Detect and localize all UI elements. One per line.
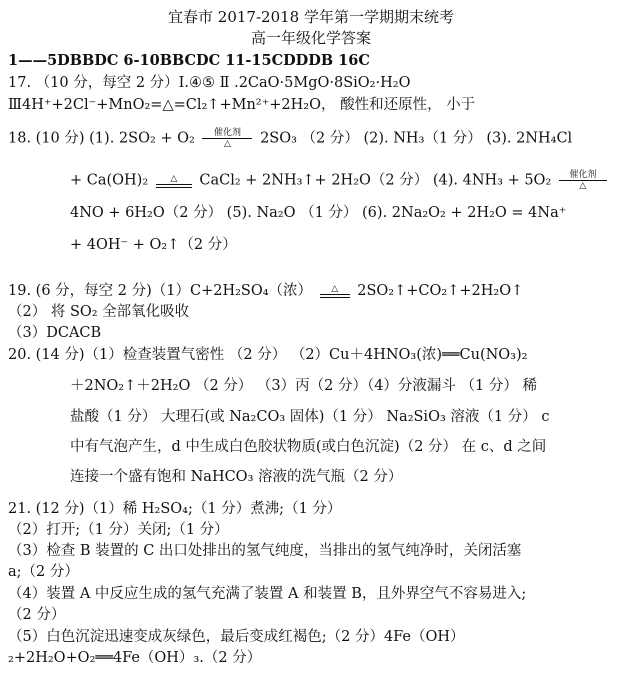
q18-line-1-part-a: 18. (10 分) (1). 2SO₂ + O₂ [8,130,195,147]
q19-line-1-part-a: 19. (6 分，每空 2 分)（1）C+2H₂SO₄（浓） [8,283,313,299]
q20-line-2: ＋2NO₂↑＋2H₂O （2 分） （3）丙（2 分）（4）分液漏斗 （1 分） 稀 [70,378,537,394]
q18-line-2-part-b: CaCl₂ + 2NH₃↑+ 2H₂O（2 分） (4). 4NH₃ + 5O₂ [199,172,552,189]
q17-line-1: 17. （10 分，每空 2 分）Ⅰ.④⑤ Ⅱ .2CaO·5MgO·8SiO₂·H₂O [8,75,411,91]
q19-line-2: （2） 将 SO₂ 全部氧化吸收 [8,304,190,320]
q21-line-2: （2）打开;（1 分）关闭;（1 分） [8,522,229,538]
q21-line-4: a;（2 分） [8,564,79,580]
q18-line-1 [8,128,572,149]
q18-line-4: + 4OH⁻ + O₂↑（2 分） [70,237,237,253]
q21-line-7: （5）白色沉淀迅速变成灰绿色，最后变成红褐色;（2 分）4Fe（OH） [8,629,465,645]
q21-line-5: （4）装置 A 中反应生成的氢气充满了装置 A 和装置 B，且外界空气不容易进入; [8,586,527,602]
catalyst-arrow-2 [559,170,607,191]
q21-line-8: ₂+2H₂O+O₂══4Fe（OH）₃.（2 分） [8,650,262,666]
q18-line-2 [70,170,610,191]
q18-line-1-part-b: 2SO₃ （2 分） (2). NH₃（1 分） (3). 2NH₄Cl [260,130,573,147]
heat-equals-2 [320,284,350,298]
heat-label-3: △ [579,181,587,191]
multiple-choice-answers: 1——5DBBDC 6-10BBCDC 11-15CDDDB 16C [8,52,370,69]
q19-line-1 [8,282,523,300]
q20-line-4: 中有气泡产生，d 中生成白色胶状物质(或白色沉淀)（2 分） 在 c、d 之间 [70,439,547,455]
q21-line-3: （3）检查 B 装置的 C 出口处排出的氢气纯度，当排出的氢气纯净时，关闭活塞 [8,543,522,559]
q17-line-2: Ⅲ4H⁺+2Cl⁻+MnO₂=△=Cl₂↑+Mn²⁺+2H₂O， 酸性和还原性， 小于 [8,97,476,113]
q21-line-1: 21. (12 分)（1）稀 H₂SO₄;（1 分）煮沸;（1 分） [8,501,342,517]
heat-equals [156,174,192,188]
heat-label-4: △ [331,284,339,294]
catalyst-label-2: 催化剂 [569,170,597,180]
q20-line-5: 连接一个盛有饱和 NaHCO₃ 溶液的洗气瓶（2 分） [70,469,403,485]
q18-line-3: 4NO + 6H₂O（2 分） (5). Na₂O （1 分） (6). 2Na₂O₂ + 2H₂O = 4Na⁺ [70,205,567,221]
page-title: 宜春市 2017-2018 学年第一学期期末统考 [168,8,454,26]
catalyst-label: 催化剂 [213,128,241,138]
q20-line-1: 20. (14 分)（1）检查装置气密性 （2 分） （2）Cu＋4HNO₃(浓)══Cu(NO₃)₂ [8,347,528,363]
heat-label-2: △ [170,173,178,184]
q19-line-1-part-b: 2SO₂↑+CO₂↑+2H₂O↑ [357,283,524,299]
q18-line-2-part-a: + Ca(OH)₂ [70,172,149,189]
q20-line-3: 盐酸（1 分） 大理石(或 Na₂CO₃ 固体)（1 分） Na₂SiO₃ 溶液（1 分） c [70,409,550,425]
q21-line-6: （2 分） [8,607,66,623]
q19-line-3: （3）DCACB [8,325,102,341]
page-subtitle: 高一年级化学答案 [250,29,371,47]
heat-label: △ [223,139,231,149]
catalyst-arrow [202,128,252,149]
